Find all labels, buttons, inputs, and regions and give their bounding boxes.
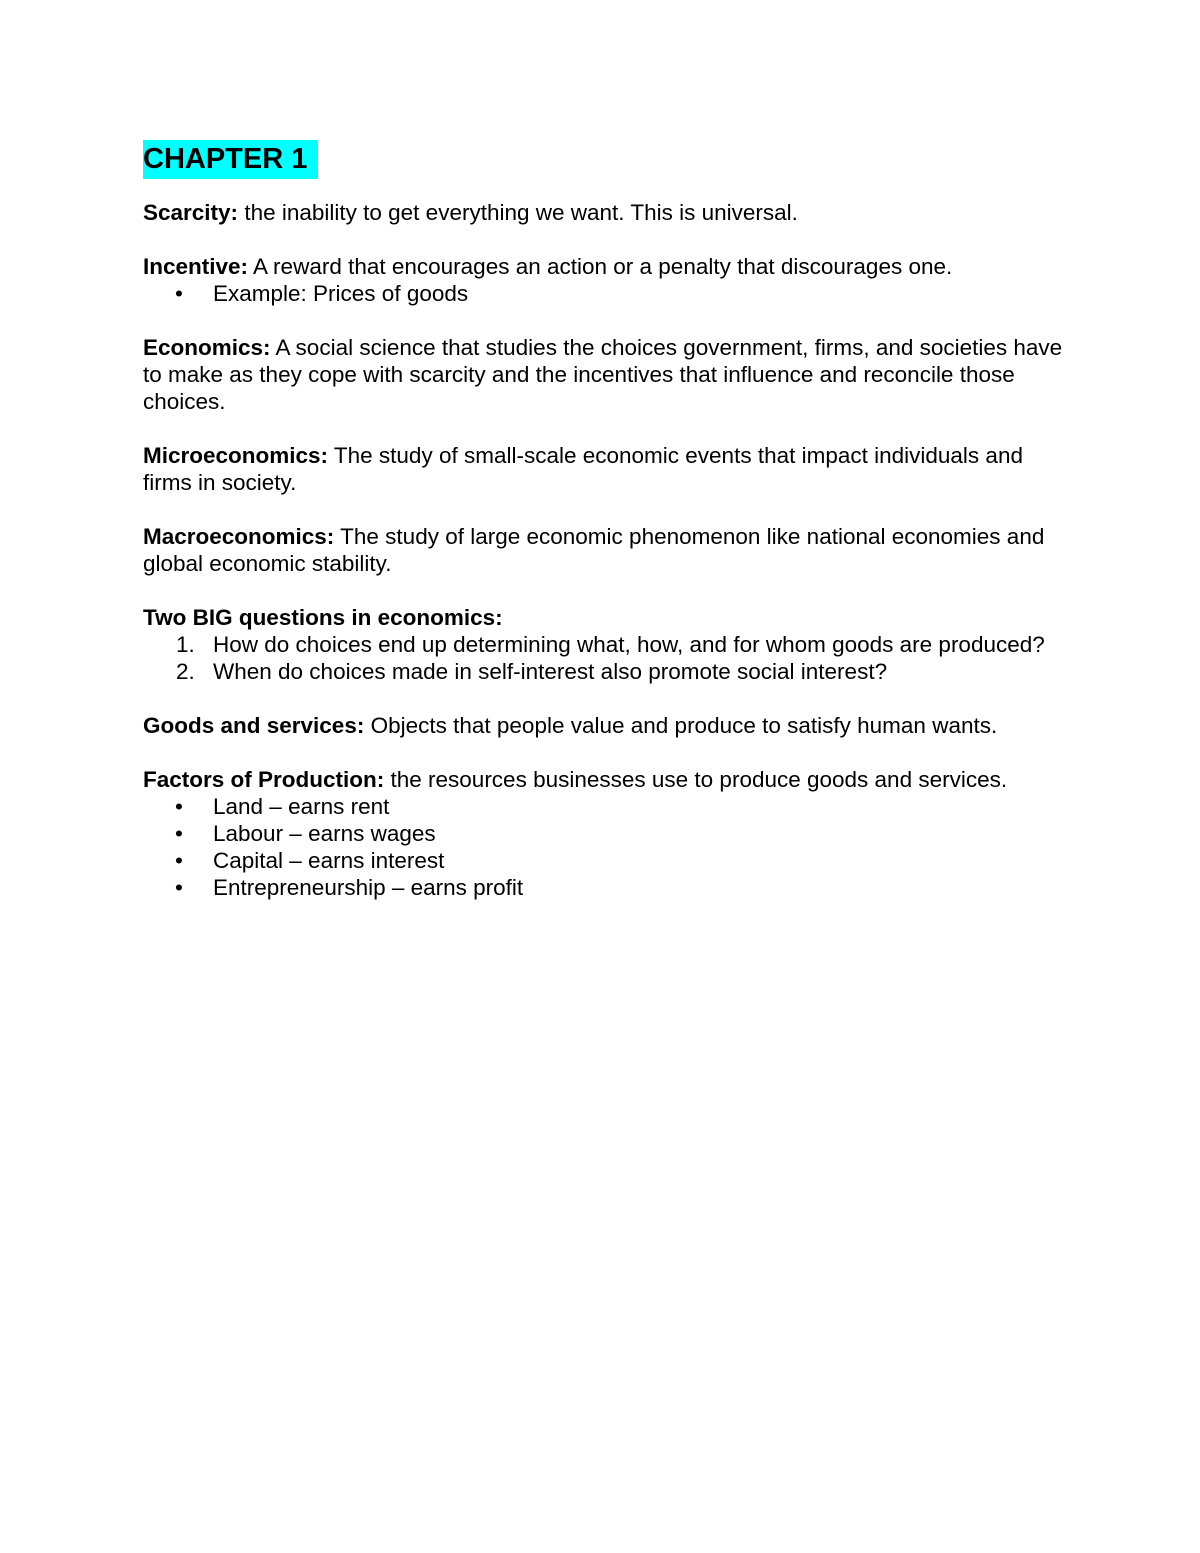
list-number: 1.	[176, 632, 195, 657]
list-item-text: How do choices end up determining what, how, and for whom goods are produced?	[213, 632, 1045, 657]
goods-services-term: Goods and services:	[143, 713, 365, 738]
bullet-icon: •	[175, 821, 183, 846]
economics-definition	[143, 334, 1063, 415]
list-item-text: Land – earns rent	[213, 794, 390, 819]
list-item-text: Labour – earns wages	[213, 821, 436, 846]
chapter-title: CHAPTER 1	[143, 140, 318, 179]
scarcity-text: the inability to get everything we want. This is universal.	[238, 200, 798, 225]
scarcity-definition	[143, 199, 1063, 226]
macroeconomics-text: The study of large economic phenomenon like national economies and global economic stability.	[143, 524, 1045, 576]
incentive-text: A reward that encourages an action or a penalty that discourages one.	[248, 254, 953, 279]
bullet-icon: •	[175, 281, 183, 306]
list-item	[143, 793, 1063, 820]
factors-definition	[143, 766, 1063, 793]
list-item-text: When do choices made in self-interest also promote social interest?	[213, 659, 888, 684]
list-number: 2.	[176, 659, 195, 684]
list-item	[143, 874, 1063, 901]
list-item	[143, 658, 1063, 685]
list-item-text: Entrepreneurship – earns profit	[213, 875, 524, 900]
scarcity-term: Scarcity:	[143, 200, 239, 225]
list-item	[143, 631, 1063, 658]
incentive-definition	[143, 253, 1063, 280]
big-questions-list	[143, 631, 1063, 685]
list-item	[143, 820, 1063, 847]
list-item-text: Capital – earns interest	[213, 848, 445, 873]
bullet-icon: •	[175, 794, 183, 819]
incentive-term: Incentive:	[143, 254, 249, 279]
factors-term: Factors of Production:	[143, 767, 385, 792]
list-item	[143, 847, 1063, 874]
economics-text: A social science that studies the choices government, firms, and societies have to make as they cope with scarcity and the incentives that influence and reconcile those choices.	[143, 335, 1063, 414]
goods-services-definition	[143, 712, 1063, 739]
microeconomics-text: The study of small-scale economic events that impact individuals and firms in society.	[143, 443, 1023, 495]
factors-text: the resources businesses use to produce goods and services.	[384, 767, 1008, 792]
economics-term: Economics:	[143, 335, 271, 360]
macroeconomics-term: Macroeconomics:	[143, 524, 335, 549]
factors-bullet-list	[143, 793, 1063, 901]
microeconomics-term: Microeconomics:	[143, 443, 329, 468]
goods-services-text: Objects that people value and produce to satisfy human wants.	[364, 713, 998, 738]
list-item	[143, 280, 1063, 307]
list-item-text: Example: Prices of goods	[213, 281, 469, 306]
document-page	[143, 140, 1063, 928]
bullet-icon: •	[175, 848, 183, 873]
bullet-icon: •	[175, 875, 183, 900]
macroeconomics-definition	[143, 523, 1063, 577]
big-questions-heading	[143, 604, 1063, 631]
microeconomics-definition	[143, 442, 1063, 496]
big-questions-term: Two BIG questions in economics:	[143, 605, 503, 630]
incentive-bullet-list	[143, 280, 1063, 307]
